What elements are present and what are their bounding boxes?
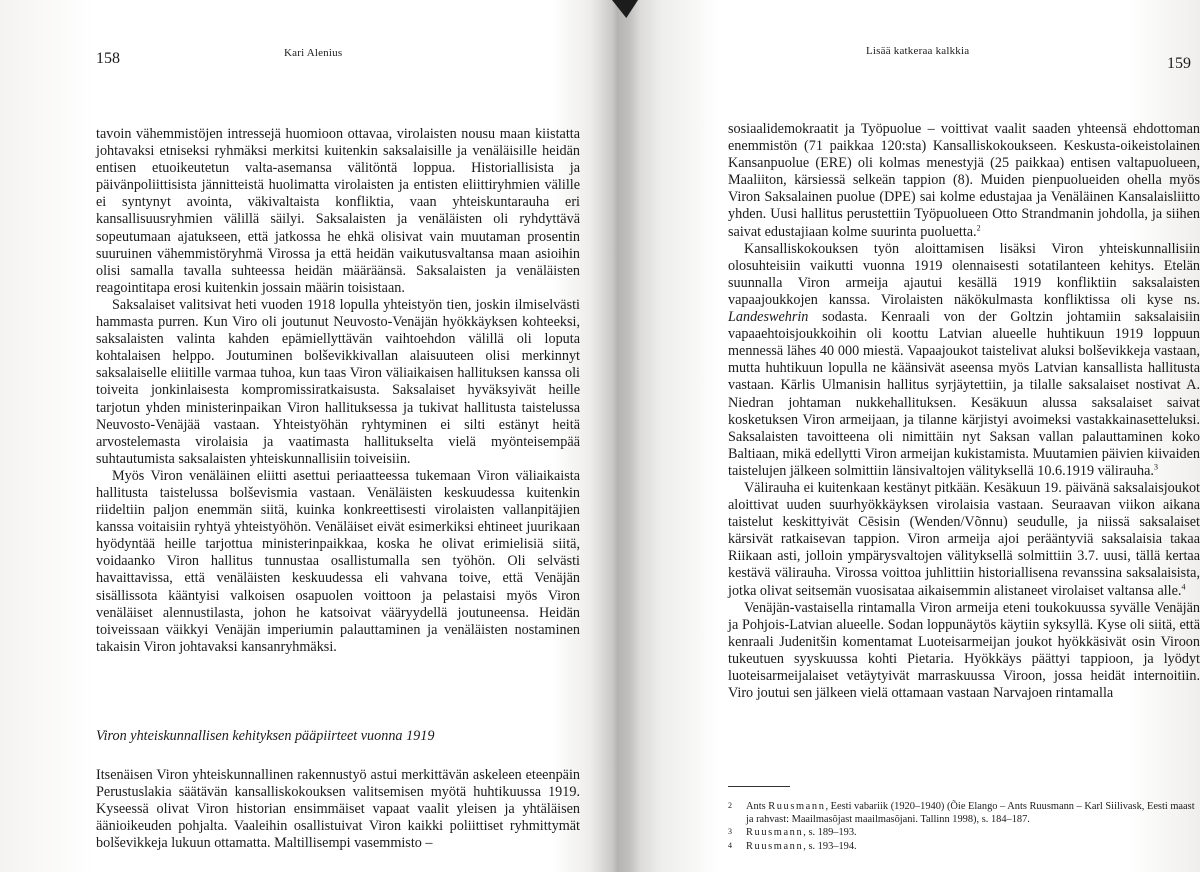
right-body-text [728,121,1200,702]
page-number: 158 [96,50,120,67]
running-head: Kari Alenius [284,47,343,59]
footnote-ref: 3 [1153,462,1158,472]
paragraph-text: sodasta. Kenraali von der Goltzin johtamiin saksalaisiin vapaaehtoisjoukkoihin oli koottu Latvian alueelle huhtikuun 1919 loppuun mennessä lähes 40 000 miestä. Vapaajoukot taistelivat aluksi bolševikkeja vastaan, mutta huhtikuun lopulla ne käänsivät aseensa myös Latvian kansallista hallitusta vastaan. Kārlis Ulmanisin hallitus syrjäytettiin, ja tilalle saksalaiset nostivat A. Niedran johtaman nukkehallituksen. Kesäkuun alussa saksalaiset saivat kosketuksen Viron armeijaan, ja tilanne kärjistyi avoimeksi vastakkainasetteluksi. Saksalaisten tavoitteena oli nimittäin nyt Saksan vallan palauttaminen koko Baltiaan, mikä edellytti Viron armeijan kukistamista. Muutamien päivien kiivaiden taistelujen jälkeen solmittiin länsivaltojen välityksellä 10.6.1919 välirauha. [728,309,1200,479]
paragraph: Saksalaiset valitsivat heti vuoden 1918 lopulla yhteistyön tien, joskin ilmiselvästi hammasta purren. Kun Viro oli joutunut Neuvosto-Venäjän hyökkäyksen kohteeksi, saksalaisten valinta kahden epämiellyttävän vaihtoehdon välillä oli loputa kohtalaisen helppo. Joutuminen bolševikkivallan alaisuuteen olisi merkinnyt saksalaiselle eliitille varmaa tuhoa, kun taas Viron väliaikaisen hallituksen kanssa oli toiveita jonkinlaisesta kompromissiratkaisusta. Saksalaiset hyväksyivät heille tarjotun yhden ministerinpaikan Viron hallituksessa ja tukivat hallitusta taistelussa Neuvosto-Venäjää vastaan. Yhteistyöhän ryhtyminen ei silti estänyt heitä arvostelemasta virolaisia ja vaatimasta hallitukselta vielä myönteisempää suhtautumista saksalaisten yhteiskunnallisiin toiveisiin. [96,296,580,467]
footnote-prefix: Ants [746,801,769,812]
footnote-author: Ruusmann [768,801,826,812]
paragraph [728,121,1200,241]
paragraph-text: Välirauha ei kuitenkaan kestänyt pitkään. Kesäkuun 19. päivänä saksalaisjoukot aloittivat uuden suurhyökkäyksen virolaisia vastaan. Seuraavan viikon aikana taistelut keskittyivät Cēsisin (Wenden/Võnnu) seudulle, ja niissä saksalaiset kärsivät ratkaisevan tappion. Viron armeija ajoi perääntyviä saksalaisia takaa Riikaan asti, jolloin ympärysvaltojen välityksellä solmittiin 3.7. uusi, tällä kertaa kestävä välirauha. Virossa voittoa juhlittiin historiallisena revanssina saksalaisista, jotka olivat seitsemän vuosisataa aikaisemmin alistaneet virolaiset valtansa alle. [728,479,1200,599]
paragraph: tavoin vähemmistöjen intressejä huomioon ottavaa, virolaisten nousu maan kiistatta johtavaksi etniseksi ryhmäksi merkitsi kuitenkin saksalaisille ja venäläisille heidän entisen etuoikeutetun valta-asemansa välitöntä loppua. Historiallisista ja päivänpoliittisista jännitteistä huolimatta virolaisten ja entisten eliittiryhmien välille ei syntynyt avointa, väkivaltaista konfliktia, vaan yhteiskuntarauha eri kansallisuusryhmien välillä säilyi. Saksalaisten ja venäläisten oli ryhdyttävä sopeutumaan ajatukseen, että jatkossa he ehkä olisivat vain muutaman prosentin suuruinen vähemmistöryhmä Virossa ja että heidän vaikutusvaltansa maan asioihin olisi samalla tavalla suhteessa heidän määräänsä. Saksalaisten ja venäläisten reagointitapa erosi kuitenkin jossain määrin toisistaan. [96,126,580,296]
footnotes [728,800,1200,853]
footnote [728,826,1200,839]
footnote-rule [728,786,790,787]
footnote-ref: 4 [1181,581,1186,591]
footnote-text [746,826,1200,839]
footnote-citation: , s. 193–194. [803,840,857,852]
footnote-author: Ruusmann [746,827,804,839]
paragraph: Venäjän-vastaisella rintamalla Viron armeija eteni toukokuussa syvälle Venäjän ja Pohjois-Latvian alueelle. Sodan loppunäytös käytiin syksyllä. Kyse oli siitä, että kenraali Judenitšin komentamat Luoteisarmeijan joukot hyökkäsivät osin Viroon tukeutuen syyskuussa kohti Pietaria. Hyökkäys päättyi tappioon, ja lyödyt luoteisarmeijalaiset vetäytyivät marraskuussa Viroon, jossa heidät internoitiin. Viro joutui sen jälkeen vielä ottamaan vastaan Narvajoen rintamalla [728,599,1200,702]
left-body-text [96,126,580,656]
section-body [96,767,580,852]
footnote-number: 3 [728,827,732,837]
paragraph: Myös Viron venäläinen eliitti asettui periaatteessa tukemaan Viron väliaikaista hallitusta taistelussa bolševismia vastaan. Venäläisten keskuudessa kuitenkin riideltiin paljon enemmän siitä, kuinka konkreettisesti virolaisten vallanpitäjien kanssa voitaisiin ryhtyä yhteistyöhön. Venäläiset eivät esimerkiksi ehtineet juurikaan hyödyntää heille tarjottua ministerinpaikkaa, koska he olivat erimielisiä siitä, voidaanko Viron hallitus tunnustaa osallistumalla sen työhön. Oli selvästi havaittavissa, että venäläisten keskuudessa eli vahvana toive, että Venäjän sisällissota kääntyisi valkoisen osapuolen voittoon ja pelastaisi myös Viron venäläiset alennustilasta, johon he katsoivat vääryydellä joutuneensa. Heidän toiveissaan väikkyi Venäjän imperiumin palauttaminen ja venäläisten nostaminen takaisin Viron johtavaksi kansanryhmäksi. [96,467,580,655]
paragraph: Itsenäisen Viron yhteiskunnallinen rakennustyö astui merkittävän askeleen eteenpäin Perustuslakia säätävän kansalliskokouksen valitsemisen myötä huhtikuussa 1919. Kyseessä olivat Viron historian ensimmäiset vapaat vaalit yleisen ja yhtäläisen äänioikeuden pohjalta. Vaaleihin osallistuivat Viron kaikki poliittiset ryhmittymät bolševikkeja lukuun ottamatta. Maltillisempi vasemmisto – [96,767,580,852]
right-page [640,0,1200,872]
footnote-number: 2 [728,801,732,810]
paragraph [728,241,1200,480]
footnote-citation: , s. 189–193. [803,827,857,839]
page-number: 159 [1167,55,1191,72]
paragraph-text: Kansalliskokouksen työn aloittamisen lisäksi Viron yhteiskunnallisiin olosuhteisiin vaikutti vuonna 1919 olennaisesti sotatilanteen kehitys. Etelän suunnalla Viron armeija ajautui kesällä 1919 konfliktiin saksalaisten vapaajoukkojen kanssa. Virolaisten näkökulmasta konfliktissa oli kyse ns. [728,240,1200,308]
footnote [728,800,1200,826]
footnote-text [746,840,1200,853]
paragraph [728,480,1200,600]
footnote-number: 4 [728,840,732,850]
footnote-author: Ruusmann [746,840,804,852]
footnote-citation: , Eesti vabariik (1920–1940) (Õie Elango – Ants Ruusmann – Karl Siilivask, Eesti maast ja rahvast: Maailmasõjast maailmasõjani. Tallinn 1998), s. 184–187. [746,801,1195,826]
italic-term: Landeswehrin [728,309,809,326]
running-head: Lisää katkeraa kalkkia [866,45,970,57]
footnote-text [746,800,1200,826]
section-title: Viron yhteiskunnallisen kehityksen pääpiirteet vuonna 1919 [96,728,435,744]
footnote [728,840,1200,853]
footnote-ref: 2 [976,222,981,232]
paragraph-text: sosiaalidemokraatit ja Työpuolue – voittivat vaalit saaden yhteensä ehdottoman enemmistön (71 paikkaa 120:sta) Kansalliskokoukseen. Keskusta-oikeistolainen Kansanpuolue (ERE) oli kolmas menestyjä (25 paikkaa) entisen valtapuolueen, Maaliiton, kärsiessä selkeän tappion (8). Muiden pienpuolueiden ohella myös Viron Saksalainen puolue (DPE) sai kolme edustajaa ja Venäläinen Kansalaisliitto yhden. Uusi hallitus perustettiin Työpuolueen Otto Strandmanin johdolla, ja siihen saivat edustajiaan kolme suurinta puoluetta. [728,121,1200,240]
